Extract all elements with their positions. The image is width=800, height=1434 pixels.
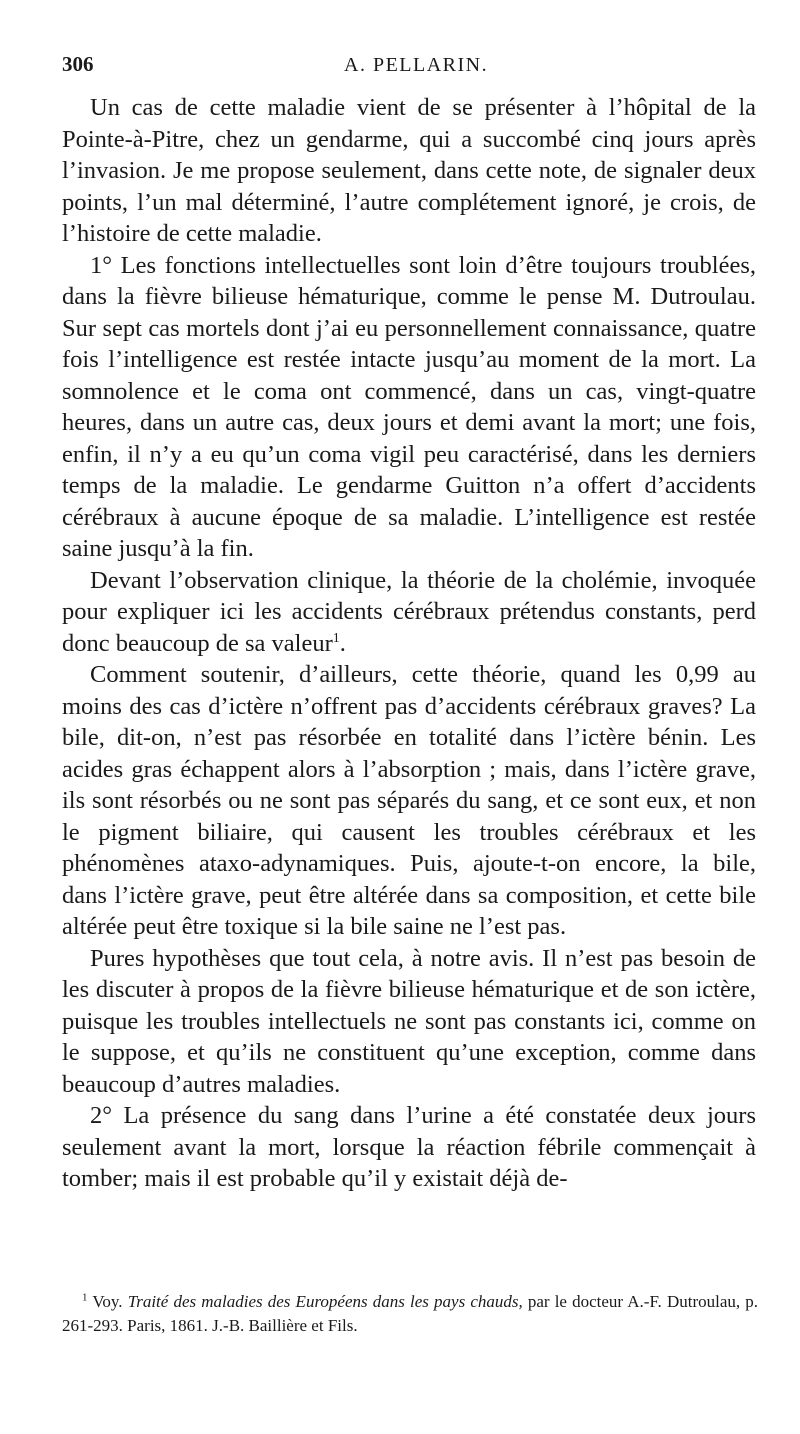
paragraph-end: . xyxy=(339,629,346,657)
footnote xyxy=(62,1290,758,1338)
footnote-title: Traité des maladies des Européens dans les pays chauds, xyxy=(127,1292,523,1311)
footnote-lead: Voy. xyxy=(92,1292,123,1311)
footnote-rest: par le docteur A.-F. Dutroulau, p. 261-293. Paris, 1861. J.-B. Baillière et Fils. xyxy=(62,1292,759,1335)
paragraph-text: Devant l’observation clinique, la théorie de la cholémie, invoquée pour expliquer ici les accidents cérébraux prétendus constants, perd donc beaucoup de sa valeur xyxy=(62,566,756,657)
running-head: A. PELLARIN. xyxy=(344,54,489,76)
paragraph: Comment soutenir, d’ailleurs, cette théorie, quand les 0,99 au moins des cas d’ictère n’offrent pas d’accidents cérébraux graves? La bile, dit-on, n’est pas résorbée en totalité dans l’ictère bénin. Les acides gras échappent alors à l’absorption ; mais, dans l’ictère grave, ils sont résorbés ou ne sont pas séparés du sang, et ce sont eux, et non le pigment biliaire, qui causent les troubles cérébraux et les phénomènes ataxo-adynamiques. Puis, ajoute-t-on encore, la bile, dans l’ictère grave, peut être altérée dans sa composition, et cette bile altérée peut être toxique si la bile saine ne l’est pas. xyxy=(62,661,756,940)
footnote-reference: 1 xyxy=(332,630,340,646)
paragraph xyxy=(62,565,756,660)
page-header xyxy=(62,52,752,82)
paragraph: Un cas de cette maladie vient de se présenter à l’hôpital de la Pointe-à-Pitre, chez un gendarme, qui a succombé cinq jours après l’invasion. Je me propose seulement, dans cette note, de signaler deux points, l’un mal déterminé, l’autre complétement ignoré, je crois, de l’histoire de cette maladie. xyxy=(62,94,756,247)
paragraph: 1° Les fonctions intellectuelles sont loin d’être toujours troublées, dans la fièvre bilieuse hématurique, comme le pense M. Dutroulau. Sur sept cas mortels dont j’ai eu personnellement connaissance, quatre fois l’intelligence est restée intacte jusqu’au moment de la mort. La somnolence et le coma ont commencé, dans un cas, vingt-quatre heures, dans un autre cas, deux jours et demi avant la mort; une fois, enfin, il n’y a eu qu’un coma vigil peu caractérisé, dans les derniers temps de la maladie. Le gendarme Guitton n’a offert d’accidents cérébraux à aucune époque de sa maladie. L’intelligence est restée saine jusqu’à la fin. xyxy=(62,251,756,562)
page-number: 306 xyxy=(62,52,94,76)
body-text xyxy=(62,92,756,1195)
paragraph: Pures hypothèses que tout cela, à notre avis. Il n’est pas besoin de les discuter à propos de la fièvre bilieuse hématurique et de son ictère, puisque les troubles intellectuels ne sont pas constants ici, comme on le suppose, et qu’ils ne constituent qu’une exception, comme dans beaucoup d’autres maladies. xyxy=(62,944,756,1098)
paragraph: 2° La présence du sang dans l’urine a été constatée deux jours seulement avant la mort, lorsque la réaction fébrile commençait à tomber; mais il est probable qu’il y existait déjà de- xyxy=(62,1102,756,1192)
footnote-marker: 1 xyxy=(82,1291,88,1304)
